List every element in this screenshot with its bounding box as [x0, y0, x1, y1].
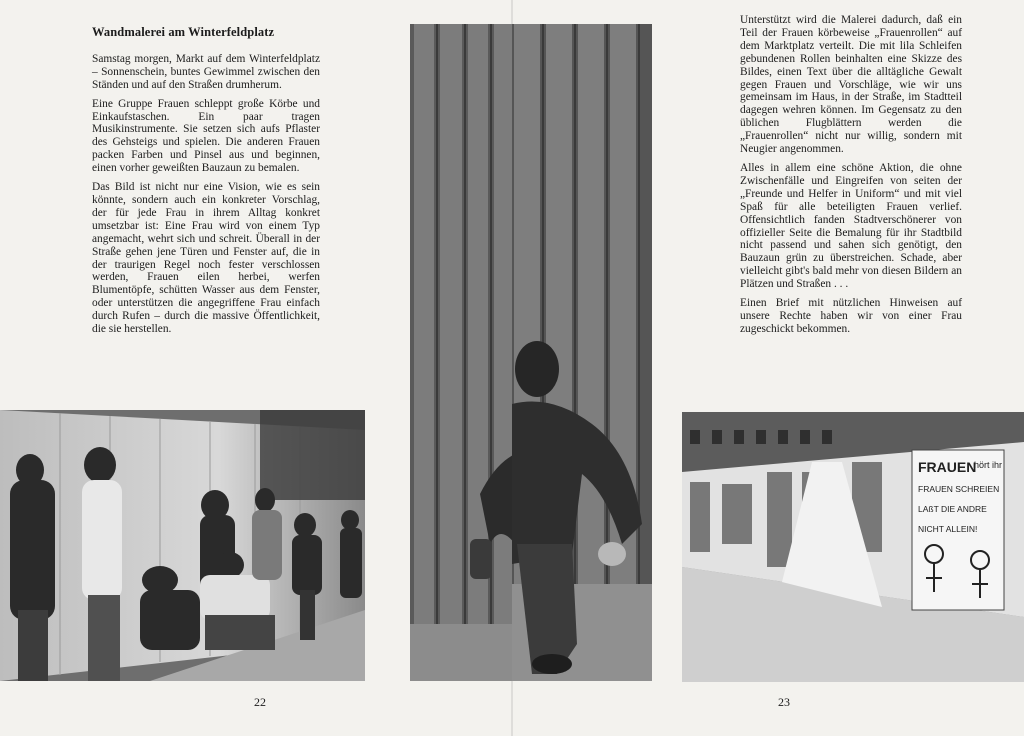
- paragraph: Unterstützt wird die Malerei dadurch, daß ein Teil der Frauen körbeweise „Frauenrollen“ auf dem Marktplatz verteilt. Die mit lila Schleifen gebundenen Rollen beinhalten eine Skizze des Bildes, einen Text über die alltägliche Gewalt gegen Frauen und Vorschläge, wie wir uns gemeinsam im Haus, in der Straße, im Stadtteil dagegen wehren können. Im Gegensatz zu den üblichen Flugblättern werden die „Frauenrollen“ nicht nur willig, sondern mit Neugier angenommen.: [740, 14, 962, 156]
- mural-text-frauen: FRAUEN: [918, 459, 977, 475]
- paragraph: Eine Gruppe Frauen schleppt große Körbe und Einkaufstaschen. Ein paar tragen Musikinstrumente. Sie setzen sich aufs Pflaster des Gehsteigs und spielen. Die anderen Frauen packen Farben und Pinsel aus und beginnen, einen vorher geweißten Bauzaun zu bemalen.: [92, 97, 320, 175]
- page-number-right: 23: [778, 695, 790, 709]
- photo-women-painting: [0, 410, 365, 681]
- paragraph: Das Bild ist nicht nur eine Vision, wie es sein könnte, sondern auch ein konkreter Vorschlag, der für jede Frau in ihrem Alltag konkret umsetzbar ist: Eine Frau wird von einem Typ angemacht, wehrt sich und schreit. Überall in der Straße gehen jene Türen und Fenster auf, die in der traurigen Regel noch fester verschlossen werden, Frauen eilen herbei, werfen Blumentöpfe, schütten Wasser aus dem Fenster, oder unterstützen die angegriffene Frau einfach durch Rufen – durch die massive Öffentlichkeit, die sie herstellen.: [92, 181, 320, 336]
- mural-text-allein: NICHT ALLEIN!: [918, 524, 978, 534]
- article-title: Wandmalerei am Winterfeldplatz: [92, 25, 275, 39]
- photo-child-fence-right: [512, 24, 652, 681]
- left-page-text: [92, 26, 320, 342]
- mural-text-hoert: hört ihr: [974, 460, 1003, 470]
- mural-text-lasst: LAßT DIE ANDRE: [918, 504, 987, 514]
- photo-child-fence-left: [410, 24, 515, 681]
- paragraph: Alles in allem eine schöne Aktion, die ohne Zwischenfälle und Eingreifen von seiten der „Freunde und Helfer in Uniform“ und mit viel Spaß für alle beteiligten Frauen verlief. Offensichtlich fanden Stadtverschönerer von offizieller Seite die Bemalung für ihr Stadtbild nicht passend und sahen sich genötigt, den Bauzaun grün zu überstreichen. Schade, aber vielleicht gibt's bald mehr von diesen Bildern an Plätzen und Straßen . . .: [740, 161, 962, 291]
- paragraph: Einen Brief mit nützlichen Hinweisen auf unsere Rechte haben wir von einer Frau zugeschickt bekommen.: [740, 297, 962, 335]
- mural-text-schreien: FRAUEN SCHREIEN: [918, 484, 1000, 494]
- photo-finished-mural: [682, 412, 1024, 682]
- page-number-left: 22: [254, 695, 266, 709]
- right-page-text: [740, 14, 962, 342]
- paragraph: Samstag morgen, Markt auf dem Winterfeldplatz – Sonnenschein, buntes Gewimmel zwischen den Ständen und auf den Straßen drumherum.: [92, 52, 320, 91]
